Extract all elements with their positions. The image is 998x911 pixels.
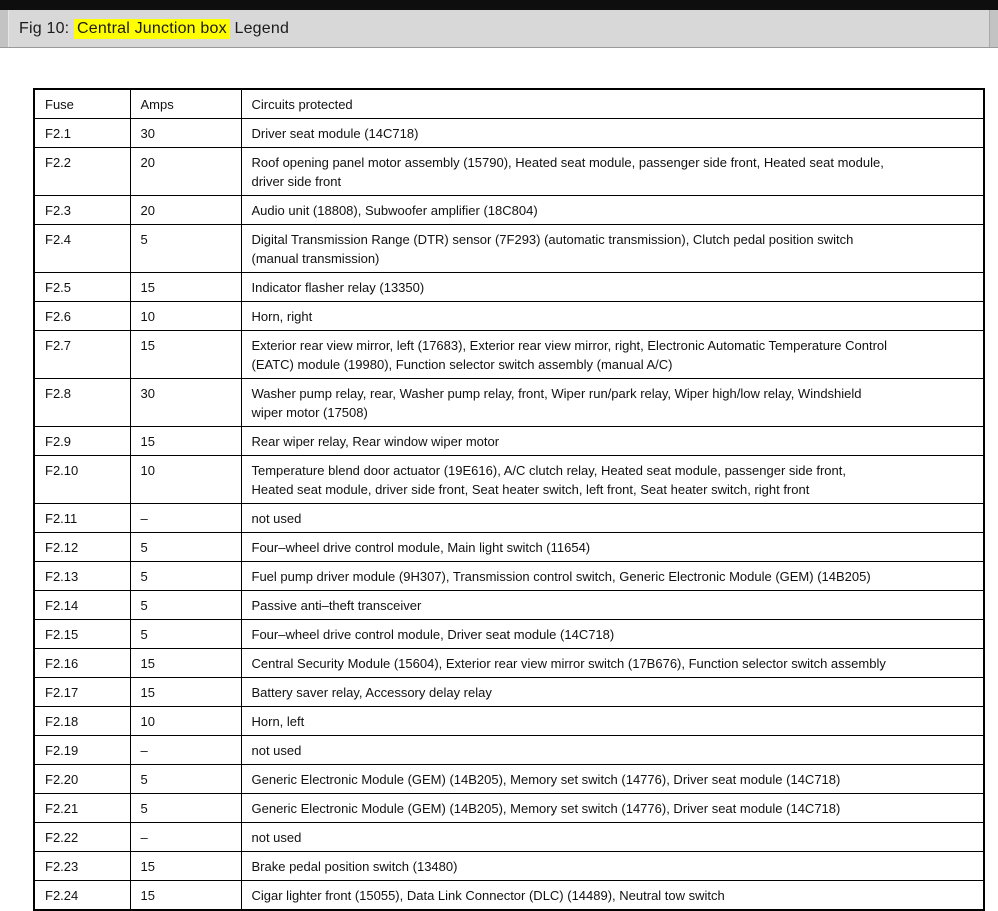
document-page (0, 48, 998, 911)
amps-cell: 5 (130, 562, 241, 591)
circuits-cell: Washer pump relay, rear, Washer pump relay, front, Wiper run/park relay, Wiper high/low relay, Windshield wiper motor (17508) (241, 379, 984, 427)
amps-cell: 20 (130, 148, 241, 196)
fuse-cell: F2.8 (34, 379, 130, 427)
fuse-cell: F2.23 (34, 852, 130, 881)
circuits-cell: Horn, left (241, 707, 984, 736)
amps-cell: 5 (130, 794, 241, 823)
circuits-cell: Brake pedal position switch (13480) (241, 852, 984, 881)
table-row (34, 302, 984, 331)
fuse-cell: F2.24 (34, 881, 130, 911)
table-row (34, 881, 984, 911)
table-row (34, 678, 984, 707)
amps-cell: – (130, 504, 241, 533)
window-top-edge (0, 0, 998, 10)
amps-cell: 30 (130, 379, 241, 427)
table-row (34, 591, 984, 620)
amps-cell: 10 (130, 456, 241, 504)
figure-title-bar (8, 10, 990, 47)
table-row (34, 765, 984, 794)
fuse-cell: F2.16 (34, 649, 130, 678)
column-header-circuits: Circuits protected (241, 89, 984, 119)
fuse-cell: F2.19 (34, 736, 130, 765)
amps-cell: 15 (130, 881, 241, 911)
fuse-cell: F2.18 (34, 707, 130, 736)
title-bar-row (0, 10, 998, 48)
amps-cell: 5 (130, 591, 241, 620)
table-row (34, 707, 984, 736)
table-row (34, 794, 984, 823)
table-header-row (34, 89, 984, 119)
circuits-cell: Central Security Module (15604), Exterior rear view mirror switch (17B676), Function selector switch assembly (241, 649, 984, 678)
circuits-cell: Roof opening panel motor assembly (15790), Heated seat module, passenger side front, Heated seat module, driver side front (241, 148, 984, 196)
circuits-cell: Rear wiper relay, Rear window wiper motor (241, 427, 984, 456)
title-suffix: Legend (229, 19, 290, 37)
circuits-cell: Exterior rear view mirror, left (17683), Exterior rear view mirror, right, Electronic Automatic Temperature Control (EATC) module (19980), Function selector switch assembly (manual A/C) (241, 331, 984, 379)
table-row (34, 225, 984, 273)
fuse-cell: F2.3 (34, 196, 130, 225)
amps-cell: 10 (130, 302, 241, 331)
table-row (34, 273, 984, 302)
circuits-cell: Fuel pump driver module (9H307), Transmission control switch, Generic Electronic Module (GEM) (14B205) (241, 562, 984, 591)
fuse-cell: F2.6 (34, 302, 130, 331)
circuits-cell: Four–wheel drive control module, Driver seat module (14C718) (241, 620, 984, 649)
table-row (34, 119, 984, 148)
amps-cell: 5 (130, 225, 241, 273)
table-row (34, 852, 984, 881)
amps-cell: 5 (130, 620, 241, 649)
table-row (34, 148, 984, 196)
fuse-cell: F2.22 (34, 823, 130, 852)
table-row (34, 620, 984, 649)
fuse-table-body (34, 119, 984, 911)
fuse-cell: F2.2 (34, 148, 130, 196)
table-row (34, 562, 984, 591)
amps-cell: 15 (130, 649, 241, 678)
amps-cell: 5 (130, 765, 241, 794)
table-row (34, 823, 984, 852)
circuits-cell: Driver seat module (14C718) (241, 119, 984, 148)
circuits-cell: not used (241, 504, 984, 533)
table-row (34, 533, 984, 562)
circuits-cell: Generic Electronic Module (GEM) (14B205), Memory set switch (14776), Driver seat module (14C718) (241, 765, 984, 794)
table-row (34, 427, 984, 456)
fuse-cell: F2.12 (34, 533, 130, 562)
fuse-cell: F2.5 (34, 273, 130, 302)
circuits-cell: not used (241, 736, 984, 765)
fuse-cell: F2.9 (34, 427, 130, 456)
amps-cell: 15 (130, 273, 241, 302)
fuse-cell: F2.14 (34, 591, 130, 620)
amps-cell: 20 (130, 196, 241, 225)
amps-cell: 15 (130, 331, 241, 379)
circuits-cell: Battery saver relay, Accessory delay relay (241, 678, 984, 707)
table-row (34, 379, 984, 427)
fuse-cell: F2.4 (34, 225, 130, 273)
amps-cell: 15 (130, 427, 241, 456)
circuits-cell: Four–wheel drive control module, Main light switch (11654) (241, 533, 984, 562)
table-row (34, 504, 984, 533)
table-row (34, 331, 984, 379)
amps-cell: – (130, 736, 241, 765)
table-row (34, 736, 984, 765)
table-row (34, 456, 984, 504)
table-row (34, 196, 984, 225)
fuse-cell: F2.11 (34, 504, 130, 533)
circuits-cell: not used (241, 823, 984, 852)
circuits-cell: Cigar lighter front (15055), Data Link Connector (DLC) (14489), Neutral tow switch (241, 881, 984, 911)
amps-cell: 30 (130, 119, 241, 148)
circuits-cell: Horn, right (241, 302, 984, 331)
column-header-amps: Amps (130, 89, 241, 119)
fuse-cell: F2.10 (34, 456, 130, 504)
amps-cell: 15 (130, 678, 241, 707)
fuse-cell: F2.17 (34, 678, 130, 707)
title-highlight: Central Junction box (74, 19, 230, 39)
fuse-cell: F2.1 (34, 119, 130, 148)
circuits-cell: Passive anti–theft transceiver (241, 591, 984, 620)
circuits-cell: Indicator flasher relay (13350) (241, 273, 984, 302)
amps-cell: – (130, 823, 241, 852)
fuse-cell: F2.20 (34, 765, 130, 794)
circuits-cell: Temperature blend door actuator (19E616), A/C clutch relay, Heated seat module, passenger side front, Heated seat module, driver side front, Seat heater switch, left front, Seat heater switch, right front (241, 456, 984, 504)
column-header-fuse: Fuse (34, 89, 130, 119)
title-prefix: Fig 10: (19, 19, 74, 37)
fuse-cell: F2.13 (34, 562, 130, 591)
amps-cell: 10 (130, 707, 241, 736)
fuse-cell: F2.21 (34, 794, 130, 823)
fuse-legend-table (33, 88, 985, 911)
amps-cell: 5 (130, 533, 241, 562)
circuits-cell: Digital Transmission Range (DTR) sensor (7F293) (automatic transmission), Clutch pedal position switch (manual transmission) (241, 225, 984, 273)
amps-cell: 15 (130, 852, 241, 881)
circuits-cell: Audio unit (18808), Subwoofer amplifier (18C804) (241, 196, 984, 225)
fuse-cell: F2.15 (34, 620, 130, 649)
table-row (34, 649, 984, 678)
fuse-cell: F2.7 (34, 331, 130, 379)
circuits-cell: Generic Electronic Module (GEM) (14B205), Memory set switch (14776), Driver seat module (14C718) (241, 794, 984, 823)
